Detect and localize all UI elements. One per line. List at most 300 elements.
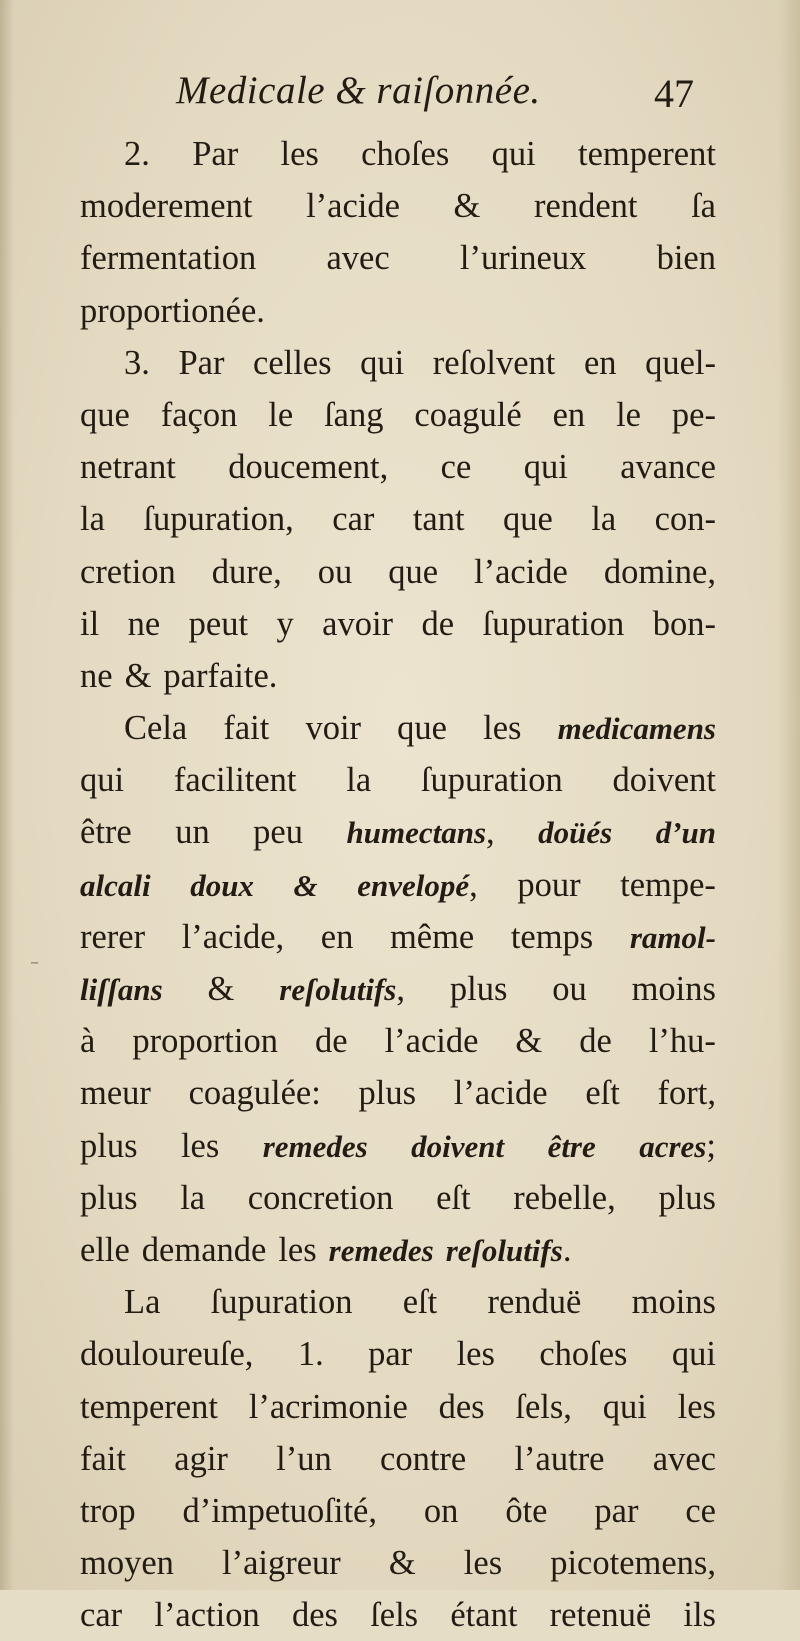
word-text: choſes [539,1335,628,1374]
word-text: ; [706,1126,716,1165]
word-text: l’urineux [459,239,587,278]
text-line [80,963,716,1015]
word-text: l’acide, [181,917,285,956]
word [421,754,563,806]
word [80,285,265,337]
word [346,754,371,806]
italic-word: humectans [346,815,487,851]
word [413,493,465,545]
word [672,1328,716,1380]
word-text: ne [80,656,113,695]
text-line [80,598,716,650]
word [414,389,521,441]
word-text: proportionée. [80,291,265,330]
word-text: la [180,1178,206,1217]
word-text: la [591,500,617,539]
word [548,1120,596,1172]
word [446,1224,572,1276]
word [142,1224,267,1276]
word [80,1381,218,1433]
italic-word: remedes [328,1232,434,1268]
word-text: plus [658,1178,716,1217]
word [639,1120,716,1172]
word [80,232,256,284]
word [653,1433,716,1485]
word [294,859,318,911]
text-line [80,1276,716,1328]
word [534,180,637,232]
italic-word: reſolutifs [279,972,397,1007]
word [253,806,303,858]
word [441,441,472,493]
text-line [80,754,716,806]
word [181,1120,219,1172]
word [322,598,393,650]
text-line [80,1485,716,1537]
word-text: qui [602,1387,647,1426]
italic-word: medicamens [557,711,716,747]
word [80,911,145,963]
word [249,1381,408,1433]
word-text: , [486,813,495,852]
word-text: ce [440,448,472,487]
word-text: parfaite. [163,656,278,695]
text-line [80,1015,716,1067]
word [454,180,481,232]
word [403,1276,437,1328]
word [80,650,113,702]
word [359,1067,417,1119]
word-text: plus [358,1074,417,1113]
word-text: moins [631,1283,716,1322]
word-text: les [463,1544,503,1583]
word [263,1120,368,1172]
word-text: d’impetuoſité, [182,1491,377,1530]
word [603,1381,647,1433]
italic-word: acres [639,1128,707,1164]
word-text: Cela [124,709,188,748]
word-text: pe- [671,395,716,434]
word-text: eſt [436,1178,471,1217]
word [318,546,353,598]
margin-dash-mark: – [30,952,39,973]
word [178,337,224,389]
word-text: facilitent [173,761,297,800]
word [385,1015,479,1067]
word-text: il [80,604,100,643]
text-line [80,1172,716,1224]
word [511,911,593,963]
word [80,180,252,232]
word-text: Par [178,343,225,382]
word [645,337,716,389]
word-text: tempe- [620,865,716,904]
word-text: , [396,970,405,1008]
word [553,389,586,441]
word-text: avec [652,1439,716,1478]
word-text: , [469,865,478,904]
word [658,1067,716,1119]
word [190,859,254,911]
word [124,702,187,754]
text-line [80,337,716,389]
word-text: quel- [645,343,716,382]
word [80,859,151,911]
text-line [80,180,716,232]
word-text: meur [80,1074,151,1113]
word-text: doivent [612,761,716,800]
word [539,1328,627,1380]
word-text: peu [253,813,303,852]
word [279,963,405,1015]
word-text: ſupuration [420,761,563,800]
word [513,1172,615,1224]
word [357,859,478,911]
word-text: de [314,1022,348,1061]
word-text: étant [450,1596,518,1635]
word-text: car [332,500,375,539]
word-text: être [80,813,132,852]
word-text: des [438,1387,485,1426]
word-text: & [124,656,152,695]
word [174,754,297,806]
text-line [80,1067,716,1119]
word [656,806,716,858]
word [321,911,354,963]
word-text: ſa [691,187,716,226]
word [678,1381,716,1433]
word-text: l’acide [474,552,568,591]
page-header [0,68,800,128]
word [487,1276,581,1328]
word [332,493,374,545]
word [80,1172,138,1224]
word-text: ſels, [515,1387,572,1426]
word-text: doucement, [228,448,389,487]
italic-word: ramol- [629,919,716,955]
word [632,963,716,1015]
word-text: & [388,1544,416,1583]
word-text: : [311,1074,321,1113]
word-text: ou [317,552,353,591]
italic-word: envelopé [357,867,470,903]
word [253,337,332,389]
word-text: ſupuration [482,604,625,643]
text-line [80,806,716,858]
word-text: même [389,917,475,956]
word [143,493,293,545]
text-line [80,1433,716,1485]
word [305,702,361,754]
word-text: cretion [80,552,176,591]
italic-word: doux [190,867,254,903]
text-line [80,232,716,284]
word [80,1015,95,1067]
word-text: eſt [402,1283,438,1322]
word-text: en [552,395,586,434]
word [436,1172,470,1224]
word [630,911,716,963]
word-text: l’acide [453,1074,548,1113]
word-text: les [483,709,522,748]
word-text: rerer [80,917,146,956]
word [324,389,383,441]
word [464,1537,502,1589]
word-text: temperent [578,135,716,173]
word [128,598,161,650]
word-text: coagulée [188,1074,312,1113]
word [380,1433,466,1485]
word [685,1485,716,1537]
italic-word: remedes [262,1128,368,1164]
italic-word: reſolutifs [445,1232,563,1268]
word [298,1328,324,1380]
word-text: plus [449,970,508,1008]
word-text: qui [491,135,536,173]
word [80,754,124,806]
word-text: elle [80,1230,130,1269]
word [558,702,716,754]
word [460,232,586,284]
word [276,598,293,650]
word-text: fermentation [80,239,257,278]
word [454,1067,548,1119]
word-text: Par [192,135,239,173]
text-line [80,1328,716,1380]
word-text: ſupuration [210,1283,353,1322]
word [474,546,568,598]
text-line [80,441,716,493]
word [649,1015,716,1067]
word-text: les [280,135,319,173]
text-line [80,546,716,598]
word [421,598,454,650]
word [397,702,447,754]
word [80,493,105,545]
word-text: pour [517,865,581,904]
word [306,180,400,232]
word-text: y [276,604,294,643]
italic-word: liſſans [80,972,163,1007]
word-text: avec [326,239,390,278]
text-line [80,1224,716,1276]
word [189,598,248,650]
word-text: reſolvent [432,343,556,382]
word-text: agir [174,1439,228,1478]
word [657,232,716,284]
word-text: la [346,761,372,800]
word-text: fort, [657,1074,716,1113]
word-text: peut [188,604,249,643]
word [80,389,130,441]
word [223,702,269,754]
text-line [80,1537,716,1589]
word-text: La [124,1283,161,1322]
word-text: l’acrimonie [248,1387,408,1426]
word-text: de [579,1022,612,1061]
word [524,441,568,493]
word-text: que [397,709,447,748]
word [578,128,716,180]
word-text: ne [127,604,161,643]
word [80,1433,126,1485]
word [80,598,99,650]
word-text: ôte [505,1491,548,1530]
text-line [80,911,716,963]
word [281,128,319,180]
word-text: que [388,552,439,591]
word [124,128,150,180]
word [550,1589,652,1641]
word [80,806,132,858]
word [594,1485,638,1537]
word-text: concretion [247,1178,394,1217]
text-line [80,285,716,337]
word [174,1433,228,1485]
word-text: demande [141,1230,267,1269]
page-number: 47 [654,71,694,116]
word-text: que [503,500,553,539]
word-text: douloureuſe, [80,1335,254,1374]
word-text: moyen [80,1544,174,1583]
word-text: & [207,970,235,1008]
word [182,911,284,963]
text-line [80,493,716,545]
word [612,754,715,806]
word [175,806,210,858]
word-text: plus [80,1178,138,1217]
word-text: on [423,1491,459,1530]
word [550,1537,716,1589]
word-text: par [594,1491,639,1530]
word-text: l’hu- [648,1022,716,1061]
word-text: l’acide [306,187,400,226]
word [80,1485,136,1537]
word [276,1433,332,1485]
italic-word: d’un [655,815,716,851]
running-head: Medicale & raiſonnée. [176,69,541,112]
word-text: renduë [487,1283,582,1322]
word [658,1172,716,1224]
word [683,1589,716,1641]
word-text: l’un [276,1439,332,1478]
word [124,1276,160,1328]
word [390,911,474,963]
italic-word: être [547,1128,596,1164]
word-text: ſels [370,1596,419,1635]
word-text: & [453,187,481,226]
word [503,493,553,545]
word [389,1537,416,1589]
word [80,441,176,493]
word [182,1485,377,1537]
word [192,128,238,180]
word [579,1015,612,1067]
word-text: ou [552,970,587,1008]
word-text: un [175,813,210,852]
word-text: rendent [534,187,638,226]
word [154,1589,259,1641]
word [80,1589,122,1641]
word [505,1485,547,1537]
word-text: temps [510,917,594,956]
word-text: choſes [361,135,450,173]
word-text: des [291,1596,338,1635]
word-text: dure, [211,552,282,591]
word [620,859,716,911]
word [80,1224,130,1276]
word-text: picotemens, [550,1544,716,1583]
text-line [80,1120,716,1172]
word-text: les [278,1230,317,1269]
word-text: retenuë [549,1596,652,1635]
word [691,180,716,232]
word-text: & [515,1022,543,1061]
word-text: façon [160,395,238,434]
word-text: proportion [132,1022,278,1061]
word [326,232,389,284]
word [292,1589,338,1641]
word [228,441,388,493]
word-text: l’autre [514,1439,605,1478]
word-text: ſang [324,395,384,434]
word [346,806,494,858]
text-line [80,650,716,702]
word [208,963,235,1015]
word-text: avance [620,448,716,487]
text-line [80,389,716,441]
word [604,546,716,598]
word [268,389,293,441]
word [315,1015,348,1067]
word [433,337,556,389]
word [189,1067,321,1119]
word-text: 2. [124,135,150,173]
word-text: ce [685,1491,716,1530]
word [450,963,508,1015]
text-line [80,1589,716,1641]
word-text: en [320,917,354,956]
word [388,546,438,598]
word-text: moins [631,970,716,1008]
word-text: tant [412,500,465,539]
word [515,1381,572,1433]
word [329,1224,434,1276]
word-text: qui [360,343,405,382]
word [616,389,641,441]
word [361,128,449,180]
word [632,1276,716,1328]
body-text [80,128,716,1641]
word [483,702,521,754]
word-text: fait [223,709,270,748]
word-text: trop [80,1491,136,1530]
word [161,389,238,441]
word [672,389,716,441]
word-text: 3. [124,343,150,382]
word [278,1224,316,1276]
word-text: qui [80,761,125,800]
word [483,598,625,650]
word [80,1328,253,1380]
word-text: netrant [80,448,176,487]
word-text: car [80,1596,123,1635]
italic-word: doüés [538,815,613,851]
word-text: celles [253,343,332,382]
word-text: bon- [652,604,716,643]
word-text: que [80,395,130,434]
text-line [80,859,716,911]
